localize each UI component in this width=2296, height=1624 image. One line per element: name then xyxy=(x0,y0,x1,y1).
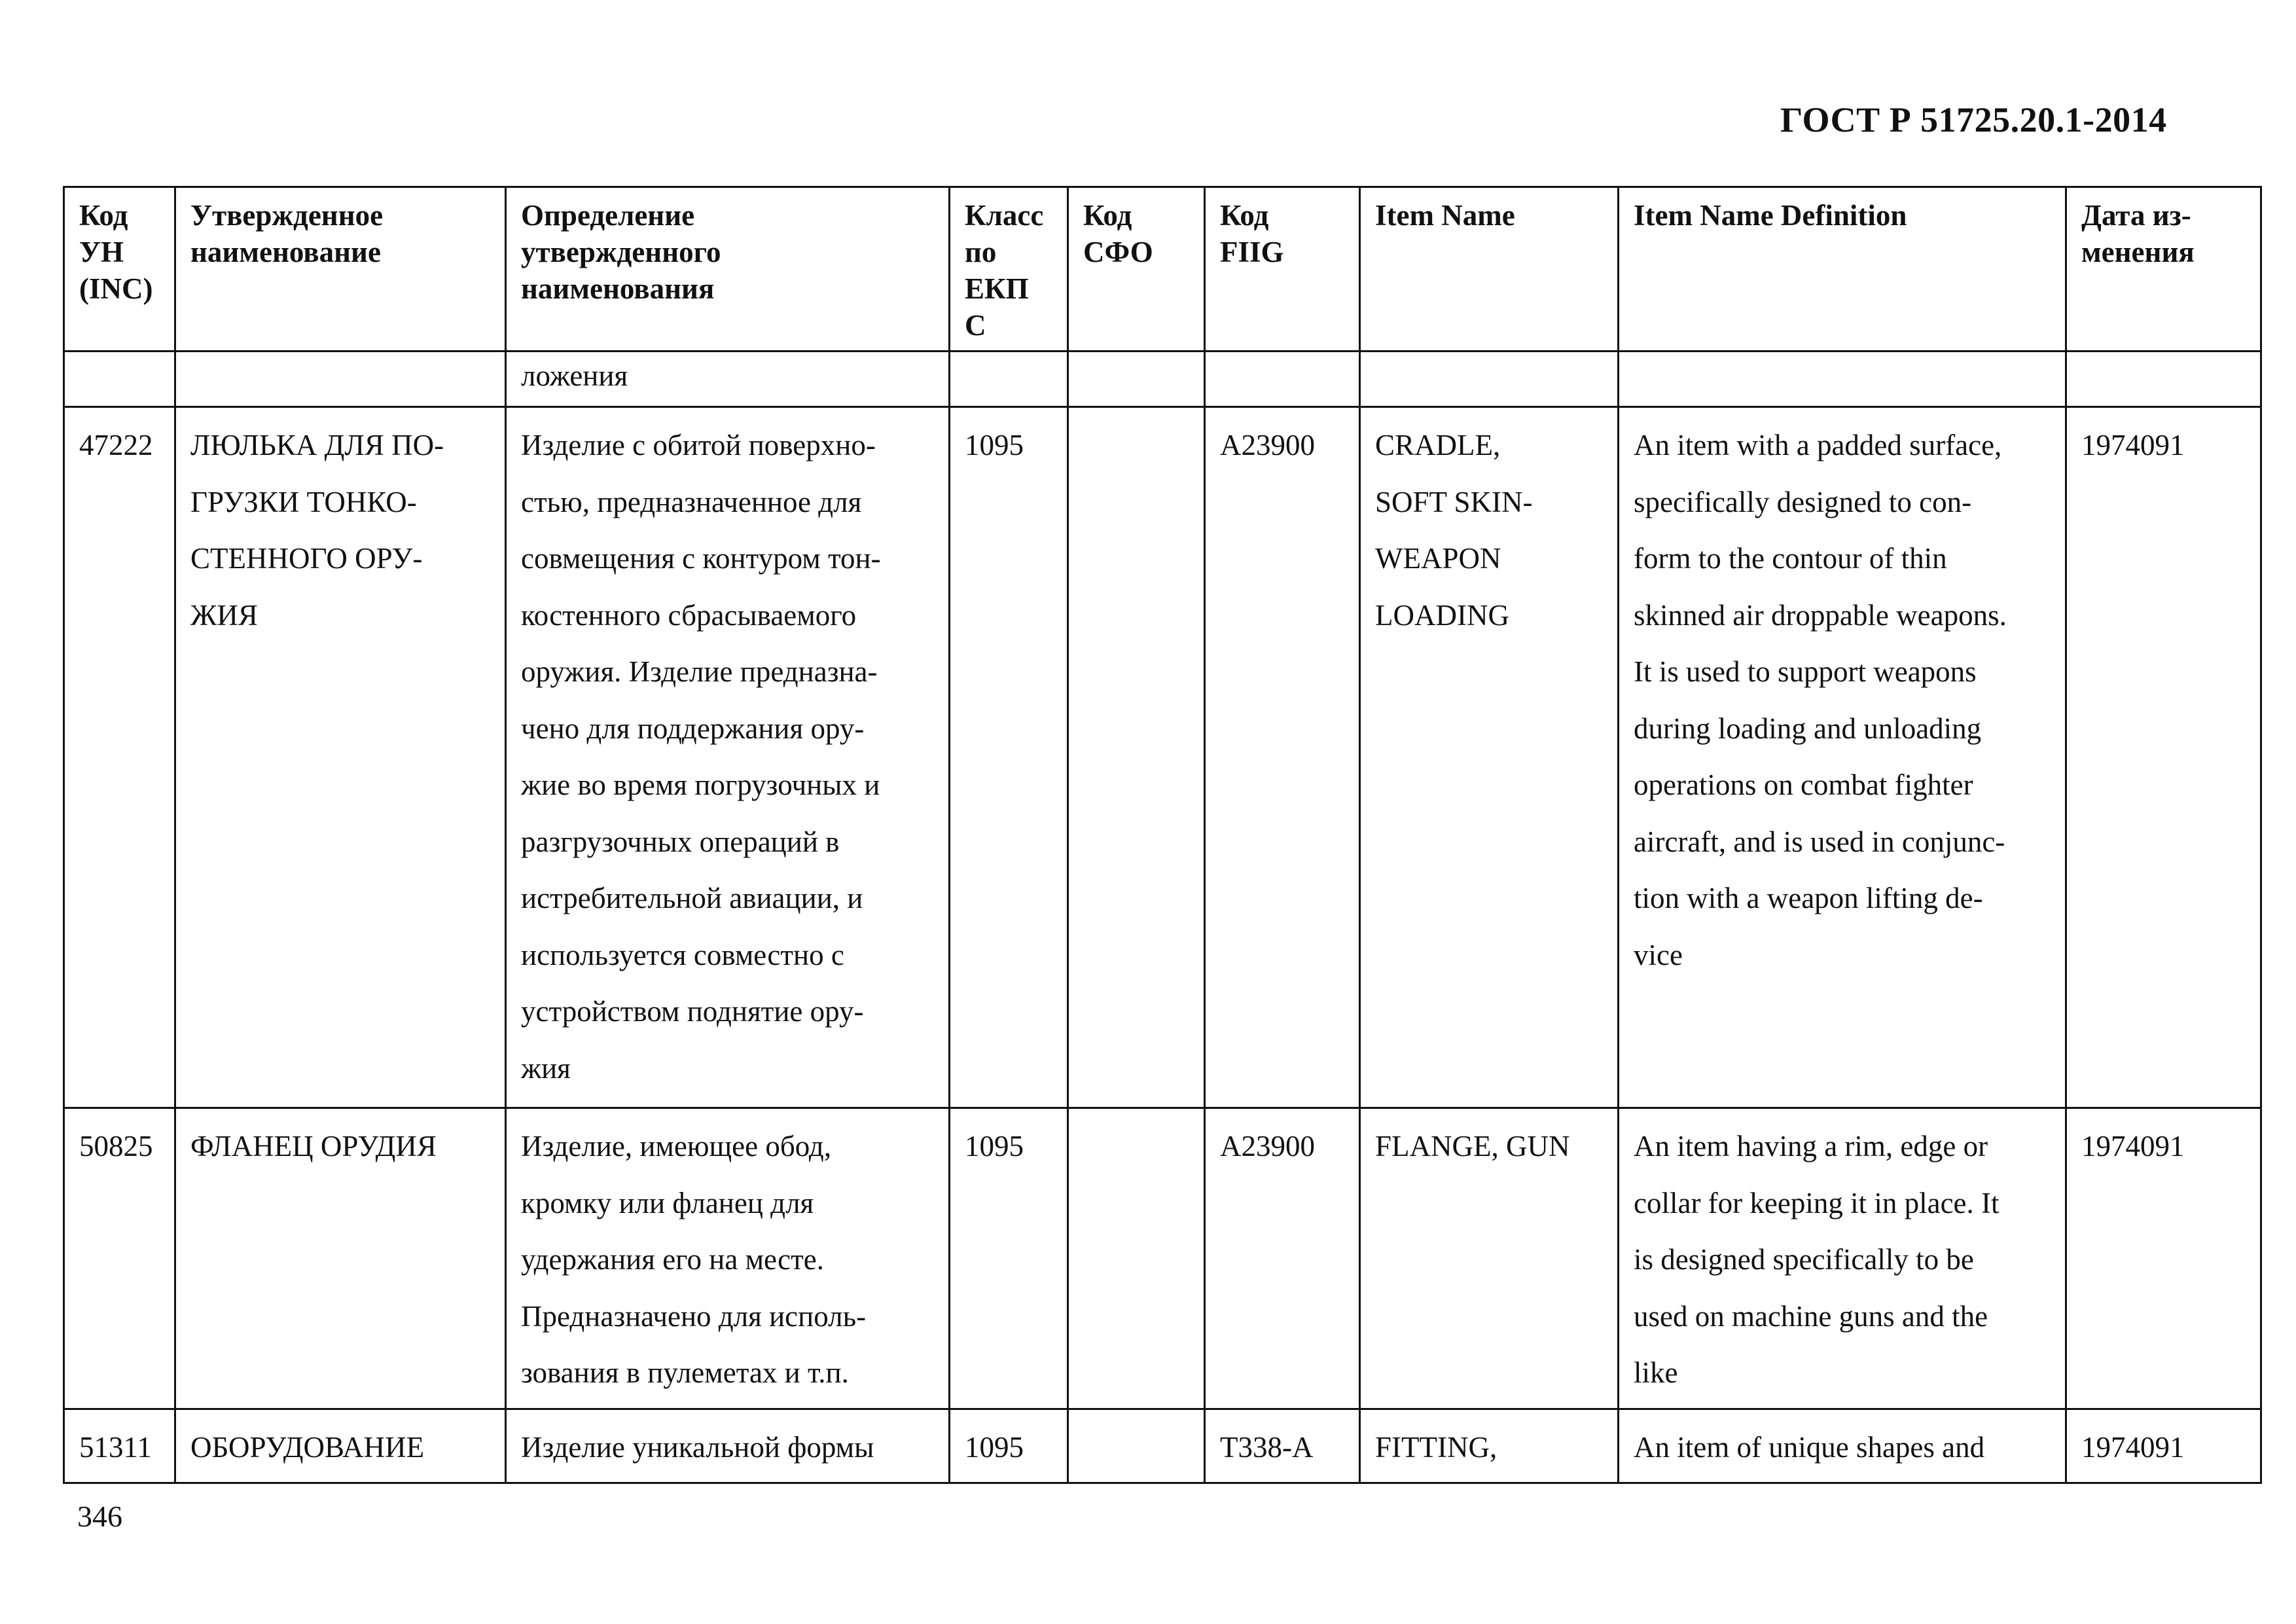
table-cell xyxy=(64,352,175,407)
standard-code: ГОСТ Р 51725.20.1-2014 xyxy=(1780,100,2167,139)
approved-name-cell: ОБОРУДОВАНИЕ xyxy=(175,1409,506,1483)
table-cell xyxy=(1068,352,1205,407)
sfo-cell xyxy=(1068,407,1205,1108)
item-name-definition-cell: An item having a rim, edge or collar for keeping it in place. It is designed specifically to be used on machine guns and the like xyxy=(1619,1108,2066,1409)
class-cell: 1095 xyxy=(950,1108,1068,1409)
table-cell xyxy=(2066,352,2261,407)
col-header-item-name-definition: Item Name Definition xyxy=(1619,187,2066,352)
table-cell xyxy=(1619,352,2066,407)
inc-cell: 51311 xyxy=(64,1409,175,1483)
col-header-definition: Определение утвержденного наименования xyxy=(506,187,950,352)
table-cell xyxy=(1360,352,1619,407)
fiig-cell: T338-A xyxy=(1205,1409,1360,1483)
definition-cell: Изделие уникальной формы xyxy=(506,1409,950,1483)
fiig-cell: A23900 xyxy=(1205,1108,1360,1409)
col-header-class: Класс по ЕКП С xyxy=(950,187,1068,352)
approved-name-cell: ФЛАНЕЦ ОРУДИЯ xyxy=(175,1108,506,1409)
col-header-change-date: Дата из- менения xyxy=(2066,187,2261,352)
change-date-cell: 1974091 xyxy=(2066,1409,2261,1483)
table-row xyxy=(64,407,2261,1108)
definition-cell: Изделие с обитой поверхно- стью, предназначенное для совмещения с контуром тон- костенного сбрасываемого оружия. Изделие предназна- чено для поддержания ору- жие во время погрузочных и разгрузочных операций в истребительной авиации, и используется совместно с устройством поднятие ору- жия xyxy=(506,407,950,1108)
nomenclature-table xyxy=(63,186,2262,1484)
inc-cell: 47222 xyxy=(64,407,175,1108)
item-name-definition-cell: An item with a padded surface, specifically designed to con- form to the contour of thin skinned air droppable weapons. It is used to support weapons during loading and unloading operations on combat fighter aircraft, and is used in conjunc- tion with a weapon lifting de- vice xyxy=(1619,407,2066,1108)
item-name-cell: FITTING, xyxy=(1360,1409,1619,1483)
col-header-fiig: Код FIIG xyxy=(1205,187,1360,352)
inc-cell: 50825 xyxy=(64,1108,175,1409)
table-row xyxy=(64,1409,2261,1483)
col-header-item-name: Item Name xyxy=(1360,187,1619,352)
table-cell xyxy=(950,352,1068,407)
page-number: 346 xyxy=(77,1500,122,1533)
fiig-cell: A23900 xyxy=(1205,407,1360,1108)
table-row xyxy=(64,1108,2261,1409)
table-cell: ложения xyxy=(506,352,950,407)
sfo-cell xyxy=(1068,1409,1205,1483)
sfo-cell xyxy=(1068,1108,1205,1409)
change-date-cell: 1974091 xyxy=(2066,407,2261,1108)
col-header-sfo: Код СФО xyxy=(1068,187,1205,352)
table-header-row xyxy=(64,187,2261,352)
col-header-approved-name: Утвержденное наименование xyxy=(175,187,506,352)
class-cell: 1095 xyxy=(950,407,1068,1108)
item-name-cell: FLANGE, GUN xyxy=(1360,1108,1619,1409)
table-cell xyxy=(175,352,506,407)
definition-cell: Изделие, имеющее обод, кромку или фланец для удержания его на месте. Предназначено для исполь- зования в пулеметах и т.п. xyxy=(506,1108,950,1409)
item-name-definition-cell: An item of unique shapes and xyxy=(1619,1409,2066,1483)
class-cell: 1095 xyxy=(950,1409,1068,1483)
table-cell xyxy=(1205,352,1360,407)
table-row-continuation xyxy=(64,352,2261,407)
col-header-inc: Код УН (INC) xyxy=(64,187,175,352)
change-date-cell: 1974091 xyxy=(2066,1108,2261,1409)
item-name-cell: CRADLE, SOFT SKIN- WEAPON LOADING xyxy=(1360,407,1619,1108)
approved-name-cell: ЛЮЛЬКА ДЛЯ ПО- ГРУЗКИ ТОНКО- СТЕННОГО ОРУ- ЖИЯ xyxy=(175,407,506,1108)
